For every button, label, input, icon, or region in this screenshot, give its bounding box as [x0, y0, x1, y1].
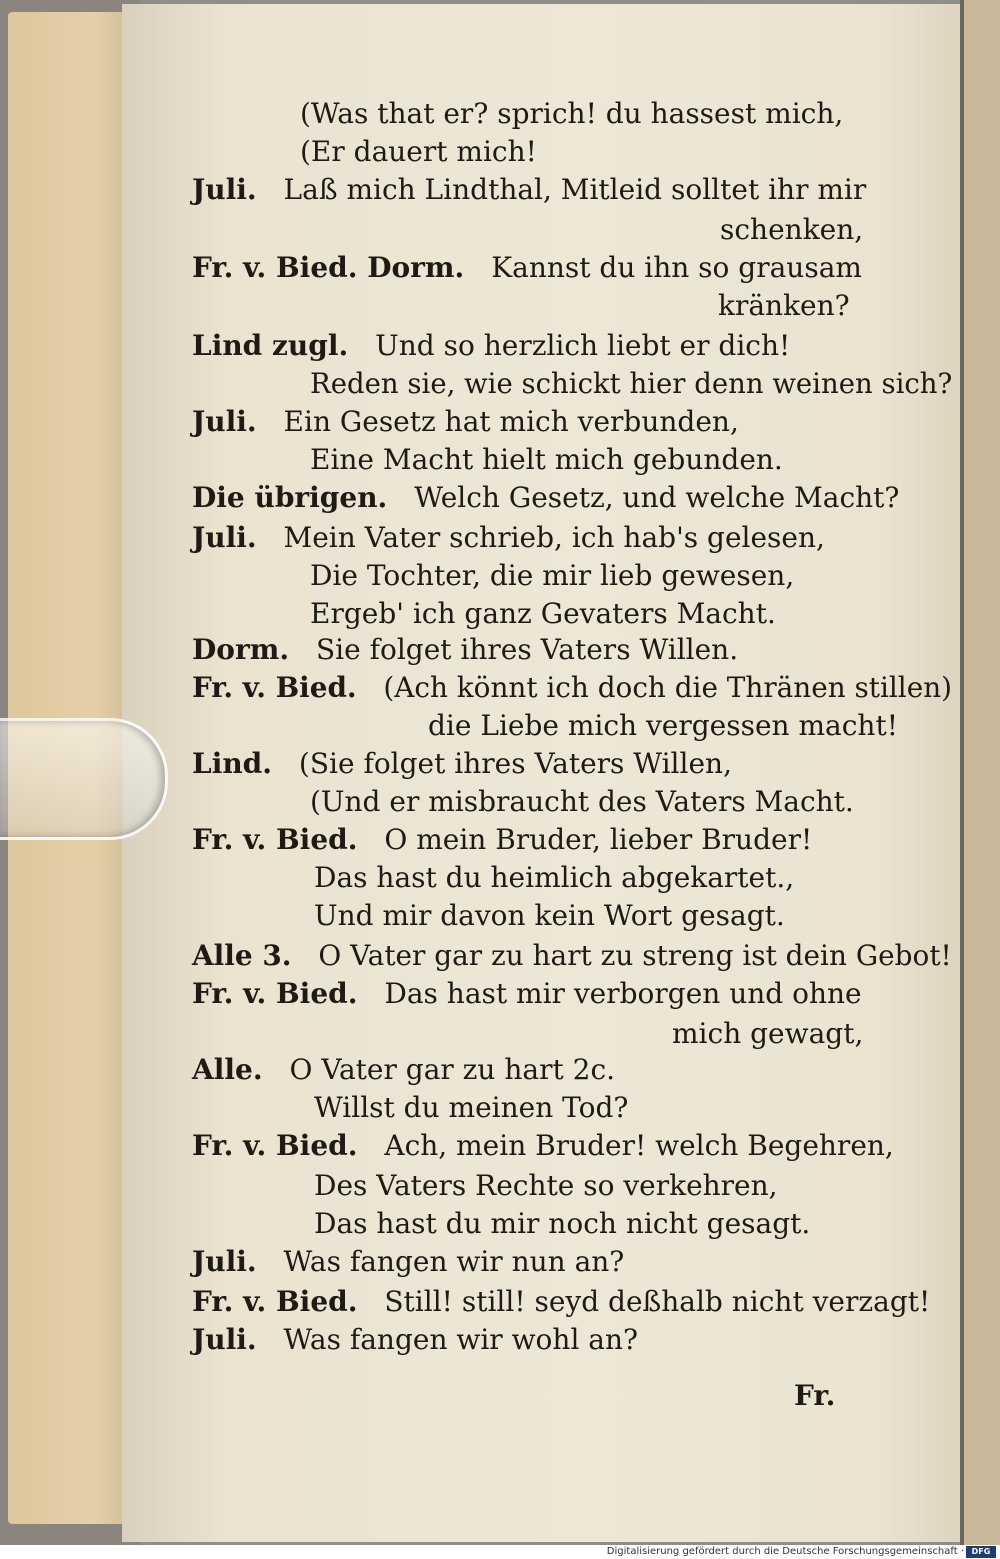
speaker-label: Juli.	[192, 1245, 257, 1278]
line-text: Eine Macht hielt mich gebunden.	[310, 443, 783, 476]
line-text: die Liebe mich vergessen macht!	[428, 709, 898, 742]
line-text: (Sie folget ihres Vaters Willen,	[298, 747, 732, 780]
line-text: Mein Vater schrieb, ich hab's gelesen,	[283, 521, 825, 554]
speaker-label: Juli.	[192, 1323, 257, 1356]
dfg-logo-icon: DFG	[966, 1546, 996, 1558]
line-text: Sie folget ihres Vaters Willen.	[316, 633, 739, 666]
verse-line	[314, 1168, 778, 1204]
speaker-label: Lind zugl.	[192, 329, 349, 362]
speaker-label: Die übrigen.	[192, 481, 388, 514]
line-text: Was fangen wir nun an?	[283, 1245, 625, 1278]
funding-credit: Digitalisierung gefördert durch die Deutsche Forschungsgemeinschaft ·	[606, 1546, 964, 1557]
speaker-label: Lind.	[192, 747, 273, 780]
line-text: Laß mich Lindthal, Mitleid solltet ihr mir	[283, 173, 867, 206]
line-text: Das hast mir verborgen und ohne	[384, 977, 862, 1010]
verse-line	[720, 212, 863, 248]
verse-line	[428, 708, 898, 744]
speaker-label: Fr. v. Bied.	[192, 1129, 358, 1162]
speaker-label: Alle.	[192, 1053, 263, 1086]
verse-line	[192, 1128, 894, 1164]
line-text: Die Tochter, die mir lieb gewesen,	[310, 559, 795, 592]
speaker-label: Fr. v. Bied. Dorm.	[192, 251, 465, 284]
line-text: Ach, mein Bruder! welch Begehren,	[384, 1129, 894, 1162]
line-text: (Und er misbraucht des Vaters Macht.	[310, 785, 854, 818]
catchword: Fr.	[794, 1379, 836, 1412]
line-text: kränken?	[718, 289, 850, 322]
line-text: (Was that er? sprich! du hassest mich,	[300, 97, 844, 130]
line-text: Welch Gesetz, und welche Macht?	[414, 481, 900, 514]
line-text: Und mir davon kein Wort gesagt.	[314, 899, 785, 932]
line-text: O mein Bruder, lieber Bruder!	[384, 823, 813, 856]
line-text: mich gewagt,	[672, 1017, 864, 1050]
verse-line	[310, 366, 952, 402]
verse-line	[672, 1016, 863, 1052]
line-text: Des Vaters Rechte so verkehren,	[314, 1169, 778, 1202]
verse-line	[192, 1284, 930, 1320]
line-text: (Er dauert mich!	[300, 135, 537, 168]
line-text: Und so herzlich liebt er dich!	[375, 329, 791, 362]
verse-line	[192, 1244, 624, 1280]
line-text: (Ach könnt ich doch die Thränen stillen)	[383, 671, 953, 704]
line-text: Das hast du heimlich abgekartet.,	[314, 861, 795, 894]
digitization-footer	[0, 1545, 1000, 1559]
line-text: Kannst du ihn so grausam	[491, 251, 862, 284]
verse-line	[314, 860, 794, 896]
verse-line	[192, 520, 825, 556]
verse-line	[192, 746, 732, 782]
line-text: Willst du meinen Tod?	[314, 1091, 629, 1124]
line-text: Ergeb' ich ganz Gevaters Macht.	[310, 597, 776, 630]
verse-line	[192, 250, 862, 286]
speaker-label: Fr. v. Bied.	[192, 823, 358, 856]
verse-line	[192, 1322, 638, 1358]
verse-line	[718, 288, 850, 324]
verse-line	[310, 558, 794, 594]
speaker-label: Juli.	[192, 173, 257, 206]
verse-line	[192, 632, 738, 668]
verse-line	[192, 822, 812, 858]
verse-line	[300, 96, 843, 132]
line-text: O Vater gar zu hart 2c.	[289, 1053, 616, 1086]
line-text: Still! still! seyd deßhalb nicht verzagt!	[384, 1285, 931, 1318]
line-text: Das hast du mir noch nicht gesagt.	[314, 1207, 811, 1240]
verse-line	[192, 1052, 615, 1088]
speaker-label: Juli.	[192, 521, 257, 554]
verse-line	[192, 328, 790, 364]
verse-line	[192, 670, 952, 706]
speaker-label: Juli.	[192, 405, 257, 438]
speaker-label: Fr. v. Bied.	[192, 1285, 358, 1318]
speaker-label: Fr. v. Bied.	[192, 671, 357, 704]
verse-line	[310, 596, 776, 632]
speaker-label: Alle 3.	[192, 939, 292, 972]
verse-line	[192, 172, 866, 208]
line-text: Reden sie, wie schickt hier denn weinen sich?	[310, 367, 953, 400]
line-text: Was fangen wir wohl an?	[283, 1323, 639, 1356]
verse-line	[310, 784, 854, 820]
verse-line	[314, 1206, 810, 1242]
verse-line	[192, 480, 899, 516]
verse-line	[192, 938, 952, 974]
verse-line	[192, 404, 739, 440]
verse-line	[314, 1090, 628, 1126]
line-text: O Vater gar zu hart zu streng ist dein Gebot!	[318, 939, 952, 972]
verse-line	[300, 134, 537, 170]
line-text: Ein Gesetz hat mich verbunden,	[283, 405, 739, 438]
line-text: schenken,	[720, 213, 864, 246]
verse-line	[192, 976, 862, 1012]
speaker-label: Dorm.	[192, 633, 290, 666]
verse-line	[310, 442, 783, 478]
speaker-label: Fr. v. Bied.	[192, 977, 358, 1010]
verse-line	[314, 898, 785, 934]
